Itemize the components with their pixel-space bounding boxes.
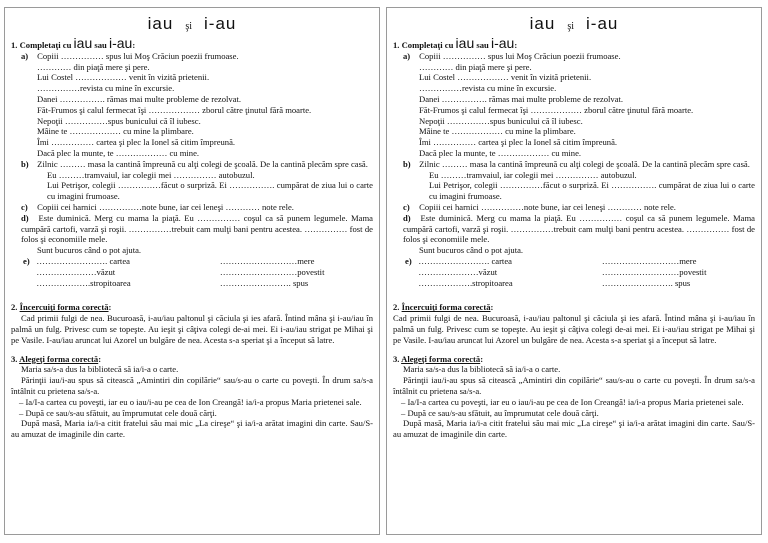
exercise-e-row: e) ……………………. cartea ………………………mere — [405, 255, 697, 266]
title-word-iau: iau — [529, 14, 556, 33]
exercise-a-line: Danei ……………. rămas mai multe probleme de rezolvat. — [419, 93, 624, 104]
exercise-b-line: Lui Petrişor, colegii ……………făcut o surpriză. Ei ……………. cumpărat de ziua lui o carte cu imagini frumoase. — [47, 180, 373, 202]
exercise-d-line: Sunt bucuros când o pot ajuta. — [37, 245, 142, 256]
exercise-b-line: b) Zilnic ……… masa la cantină împreună cu alţi colegi de şcoală. De la cantină plecăm spre casă. — [403, 158, 750, 169]
title-word-i-au: i-au — [586, 14, 619, 33]
section2-heading: 2. Încercuiţi forma corectă: — [11, 302, 112, 313]
exercise-a-line: Lui Costel ……………… venit în vizită prietenii. — [37, 72, 210, 83]
exercise-a-line: Dacă plec la munte, te ……………… cu mine. — [419, 147, 582, 158]
exercise-b-line: Lui Petrişor, colegii ……………făcut o surpriză. Ei ……………. cumpărat de ziua lui o carte cu imagini frumoase. — [429, 180, 755, 202]
exercise-b-line: Eu ………tramvaiul, iar colegii mei …………… autobuzul. — [47, 169, 255, 180]
title-conjunction: şi — [567, 21, 574, 32]
title-conjunction: şi — [185, 21, 192, 32]
exercise-a-line: Lui Costel ……………… venit în vizită prietenii. — [419, 72, 592, 83]
exercise-a-line: Mâine te ……………… cu mine la plimbare. — [419, 126, 576, 137]
worksheet-right-copy — [386, 7, 762, 535]
title-word-iau: iau — [147, 14, 174, 33]
section1-heading: 1. Completaţi cu iau sau i-au: — [393, 35, 518, 51]
exercise-a-line: ………… din piaţă mere şi pere. — [419, 61, 532, 72]
worksheet-title — [11, 14, 373, 37]
worksheet-title — [393, 14, 755, 37]
exercise-c-line: c) Copiii cei harnici ……………note bune, iar cei leneşi ………… note rele. — [403, 201, 676, 212]
exercise-e-row: ……………….stropitoarea ……………………. spus — [418, 277, 691, 288]
section3-line: – După ce sau/s-au sfătuit, au împrumutat cele două cărţi. — [401, 407, 599, 418]
exercise-d-line: Sunt bucuros când o pot ajuta. — [419, 245, 524, 256]
section3-heading: 3. Alegeţi forma corectă: — [11, 353, 102, 364]
section2-heading: 2. Încercuiţi forma corectă: — [393, 302, 494, 313]
section1-heading: 1. Completaţi cu iau sau i-au: — [11, 35, 136, 51]
section3-line: Maria sa/s-a dus la bibliotecă să ia/i-a o carte. — [403, 364, 561, 375]
section3-line: După masă, Maria ia/i-a citit fratelui său mai mic „La cireşe“ şi ia/i-a arătat imagini din carte. Sau/S-au amuzat de imaginile din carte. — [393, 418, 755, 440]
exercise-e-row: e) ……………………. cartea ………………………mere — [23, 255, 315, 266]
exercise-a-line: ……………revista cu mine în excursie. — [37, 83, 175, 94]
section3-line: – Ia/I-a cartea cu poveşti, iar eu o iau/i-au pe cea de Ion Creangă! ia/i-a propus Maria prietenei sale. — [19, 396, 362, 407]
exercise-e-row: …………………văzut ………………………povestit — [418, 266, 707, 277]
exercise-b-line: Eu ………tramvaiul, iar colegii mei …………… autobuzul. — [429, 169, 637, 180]
exercise-a-line: Danei ……………. rămas mai multe probleme de rezolvat. — [37, 93, 242, 104]
exercise-a-line: Făt-Frumos şi calul fermecat îşi ……………… zborul către ţinutul fără moarte. — [37, 104, 312, 115]
exercise-a-line: Îmi …………… cartea şi plec la Ionel să citim împreună. — [37, 137, 236, 148]
section3-line: – Ia/I-a cartea cu poveşti, iar eu o iau/i-au pe cea de Ion Creangă! ia/i-a propus Maria prietenei sale. — [401, 396, 744, 407]
exercise-a-line: a) Copiii …………… spus lui Moş Crăciun poezii frumoase. — [403, 50, 621, 61]
exercise-a-line: Nepoţii ……………spus bunicului că îl iubesc. — [419, 115, 583, 126]
exercise-d-line: d) Este duminică. Merg cu mama la piaţă. Eu …………… coşul ca să punem legumele. Mama cumpără cartofi, varză şi roşii. ……………trebuit cam mulţi bani pentru acestea. …………… fost de folos şi economiile mele. — [403, 212, 755, 245]
section2-text: Cad primii fulgi de nea. Bucuroasă, i-au/iau paltonul şi căciula şi ies afară. Întind mâna şi i-au/iau în palmă un fulg. Privesc cum se topeşte. Au ieşit şi câţiva colegi de-ai mei. Ei i-au/iau strigat pe Mihai şi pe Vasile. I-au/iau aruncat lui Azorel un bulgăre de nea. Acesta s-a speriat şi a început să latre. — [11, 313, 373, 345]
exercise-c-line: c) Copiii cei harnici ……………note bune, iar cei leneşi ………… note rele. — [21, 201, 294, 212]
section3-line: După masă, Maria ia/i-a citit fratelui său mai mic „La cireşe“ şi ia/i-a arătat imagini din carte. Sau/S-au amuzat de imaginile din carte. — [11, 418, 373, 440]
exercise-a-line: ………… din piaţă mere şi pere. — [37, 61, 150, 72]
exercise-b-line: b) Zilnic ……… masa la cantină împreună cu alţi colegi de şcoală. De la cantină plecăm spre casă. — [21, 158, 368, 169]
exercise-a-line: Mâine te ……………… cu mine la plimbare. — [37, 126, 194, 137]
exercise-a-line: a) Copiii …………… spus lui Moş Crăciun poezii frumoase. — [21, 50, 239, 61]
section3-heading: 3. Alegeţi forma corectă: — [393, 353, 484, 364]
exercise-a-line: Dacă plec la munte, te ……………… cu mine. — [37, 147, 200, 158]
exercise-a-line: Îmi …………… cartea şi plec la Ionel să citim împreună. — [419, 137, 618, 148]
exercise-e-row: …………………văzut ………………………povestit — [36, 266, 325, 277]
worksheet-left-copy — [4, 7, 380, 535]
section3-line: Maria sa/s-a dus la bibliotecă să ia/i-a o carte. — [21, 364, 179, 375]
section3-line: Părinţii iau/i-au spus să citească „Amintiri din copilărie“ sau/s-au o carte cu poveşti. În drum sa/s-a întâlnit cu prietena sa/s-a. — [393, 375, 755, 396]
exercise-e-row: ……………….stropitoarea ……………………. spus — [36, 277, 309, 288]
exercise-a-line: Făt-Frumos şi calul fermecat îşi ……………… zborul către ţinutul fără moarte. — [419, 104, 694, 115]
section3-line: – După ce sau/s-au sfătuit, au împrumutat cele două cărţi. — [19, 407, 217, 418]
section2-text: Cad primii fulgi de nea. Bucuroasă, i-au/iau paltonul şi căciula şi ies afară. Întind mâna şi i-au/iau în palmă un fulg. Privesc cum se topeşte. Au ieşit şi câţiva colegi de-ai mei. Ei i-au/iau strigat pe Mihai şi pe Vasile. I-au/iau aruncat lui Azorel un bulgăre de nea. Acesta s-a speriat şi a început să latre. — [393, 313, 755, 345]
section3-line: Părinţii iau/i-au spus să citească „Amintiri din copilărie“ sau/s-au o carte cu poveşti. În drum sa/s-a întâlnit cu prietena sa/s-a. — [11, 375, 373, 396]
exercise-d-line: d) Este duminică. Merg cu mama la piaţă. Eu …………… coşul ca să punem legumele. Mama cumpără cartofi, varză şi roşii. ……………trebuit cam mulţi bani pentru acestea. …………… fost de folos şi economiile mele. — [21, 212, 373, 245]
exercise-a-line: Nepoţii ……………spus bunicului că îl iubesc. — [37, 115, 201, 126]
title-word-i-au: i-au — [204, 14, 237, 33]
exercise-a-line: ……………revista cu mine în excursie. — [419, 83, 557, 94]
